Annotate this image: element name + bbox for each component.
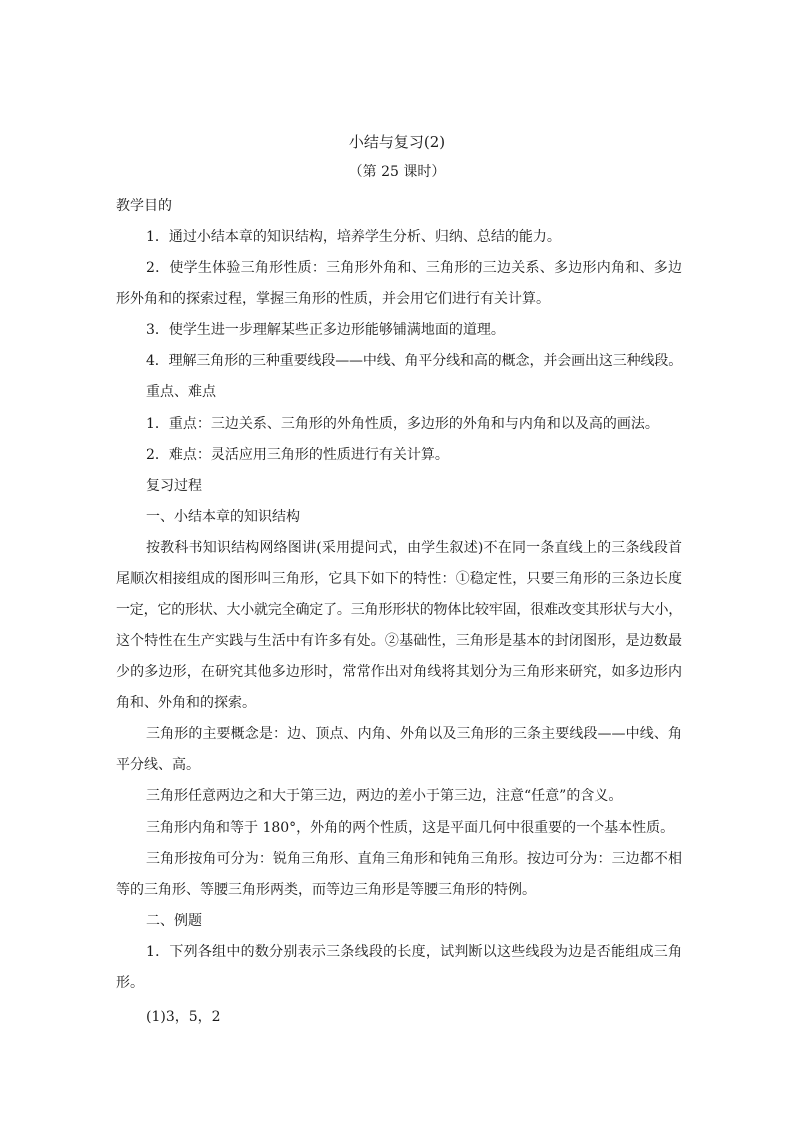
paragraph-line: 平分线、高。 bbox=[116, 757, 200, 773]
paragraph-line: 3．使学生进一步理解某些正多边形能够铺满地面的道理。 bbox=[146, 322, 505, 338]
paragraph-line: 形。 bbox=[116, 975, 144, 991]
paragraph-line: 1．下列各组中的数分别表示三条线段的长度，试判断以这些线段为边是否能组成三角 bbox=[146, 944, 682, 960]
paragraph-line: 尾顺次相接组成的图形叫三角形，它具下如下的特性：①稳定性，只要三角形的三条边长度 bbox=[116, 571, 682, 587]
paragraph-line: 按教科书知识结构网络图讲(采用提问式，由学生叙述)不在同一条直线上的三条线段首 bbox=[146, 540, 682, 556]
paragraph-line: 角和、外角和的探索。 bbox=[116, 695, 256, 711]
paragraph-line: 三角形的主要概念是：边、顶点、内角、外角以及三角形的三条主要线段——中线、角 bbox=[146, 726, 682, 742]
paragraph-line: 三角形按角可分为：锐角三角形、直角三角形和钝角三角形。按边可分为：三边都不相 bbox=[146, 851, 682, 867]
section-heading-summary: 一、小结本章的知识结构 bbox=[146, 509, 300, 525]
paragraph-line: 2．使学生体验三角形性质：三角形外角和、三角形的三边关系、多边形内角和、多边 bbox=[146, 260, 682, 276]
section-heading-review: 复习过程 bbox=[146, 478, 202, 494]
paragraph-line: 形外角和的探索过程，掌握三角形的性质，并会用它们进行有关计算。 bbox=[116, 291, 550, 307]
paragraph-line: 2．难点：灵活应用三角形的性质进行有关计算。 bbox=[146, 447, 449, 463]
paragraph-line: 三角形内角和等于 180°，外角的两个性质，这是平面几何中很重要的一个基本性质。 bbox=[146, 820, 675, 836]
paragraph-line: 等的三角形、等腰三角形两类，而等边三角形是等腰三角形的特例。 bbox=[116, 882, 536, 898]
paragraph-line: 1．重点：三边关系、三角形的外角性质，多边形的外角和与内角和以及高的画法。 bbox=[146, 416, 659, 432]
paragraph-line: 这个特性在生产实践与生活中有许多有处。②基础性，三角形是基本的封闭图形，是边数最 bbox=[116, 633, 682, 649]
paragraph-line: 4．理解三角形的三种重要线段——中线、角平分线和高的概念，并会画出这三种线段。 bbox=[146, 353, 682, 369]
example-item: (1)3，5，2 bbox=[146, 1009, 221, 1025]
paragraph-line: 一定，它的形状、大小就完全确定了。三角形形状的物体比较牢固，很难改变其形状与大小， bbox=[116, 602, 682, 618]
paragraph-line: 1．通过小结本章的知识结构，培养学生分析、归纳、总结的能力。 bbox=[146, 229, 561, 245]
section-heading-key-points: 重点、难点 bbox=[146, 384, 216, 400]
paragraph-line: 三角形任意两边之和大于第三边，两边的差小于第三边，注意“任意”的含义。 bbox=[146, 788, 623, 804]
section-heading-objectives: 教学目的 bbox=[116, 198, 172, 214]
document-title: 小结与复习(2) bbox=[348, 133, 446, 151]
section-heading-examples: 二、例题 bbox=[146, 913, 202, 929]
document-subtitle: （第 25 课时） bbox=[348, 164, 446, 180]
paragraph-line: 少的多边形，在研究其他多边形时，常常作出对角线将其划分为三角形来研究，如多边形内 bbox=[116, 664, 682, 680]
